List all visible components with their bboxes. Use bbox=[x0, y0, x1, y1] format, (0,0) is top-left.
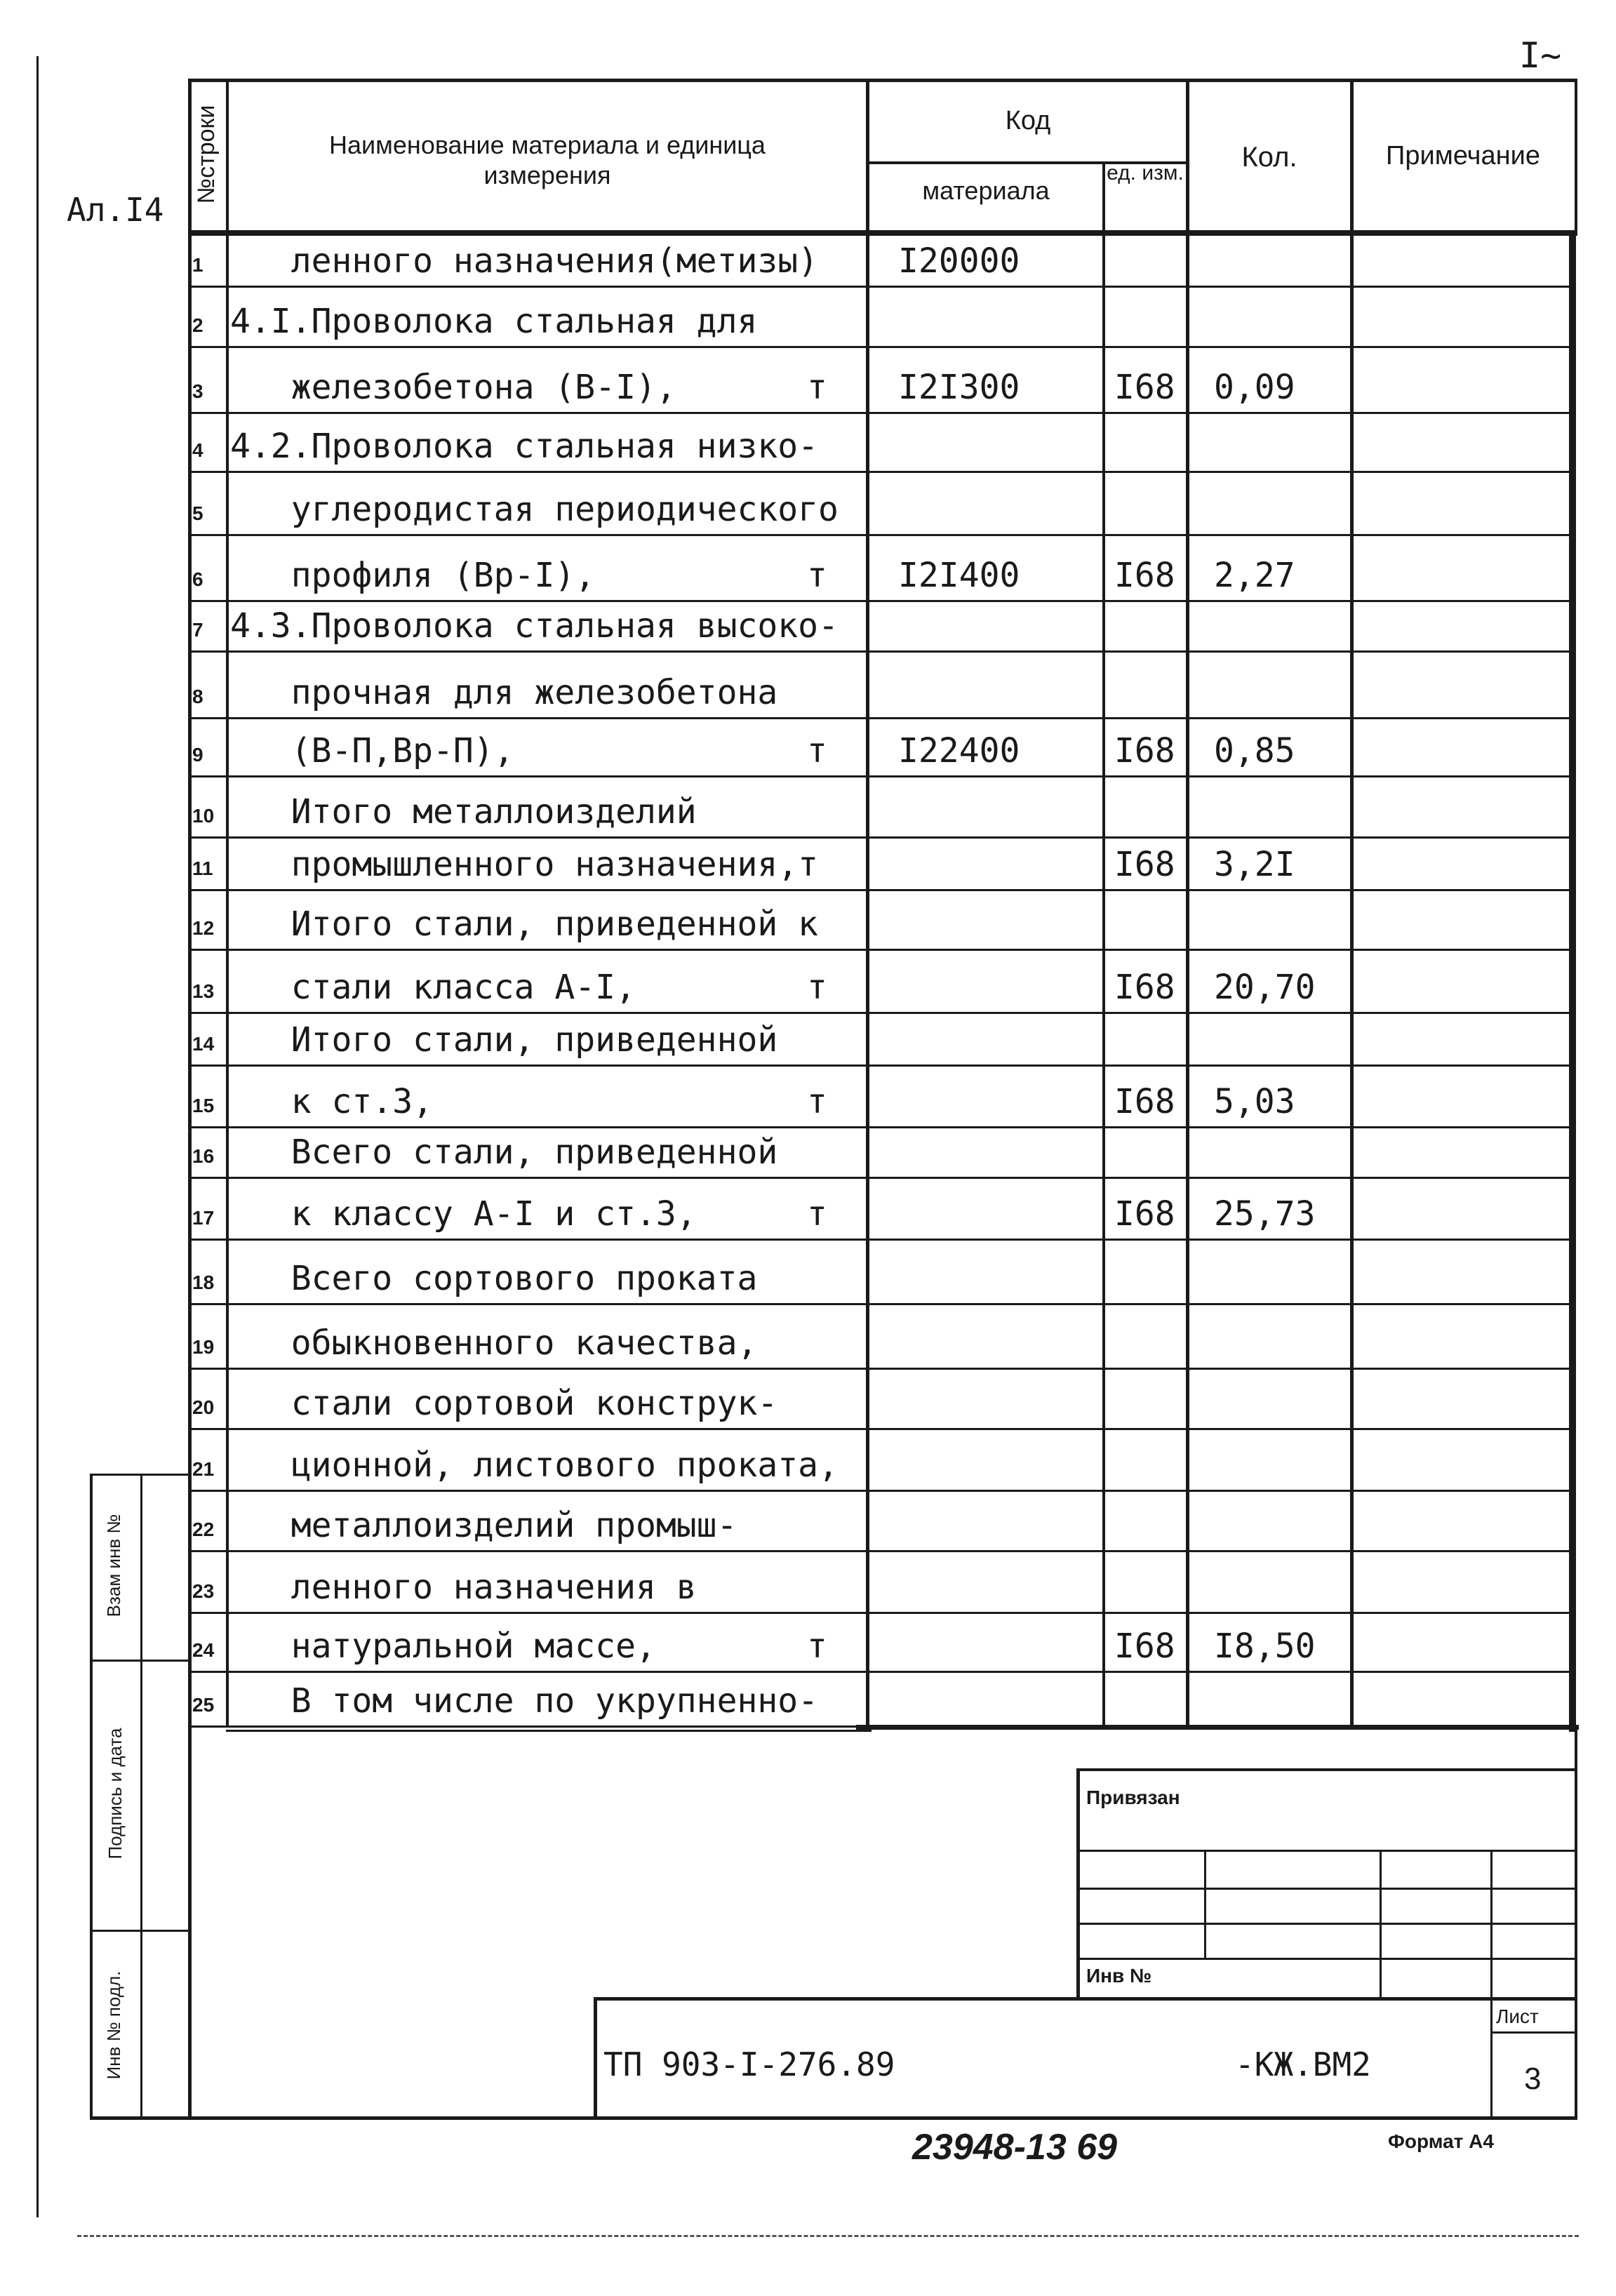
row-name: ленного назначения(метизы) bbox=[230, 241, 819, 281]
row-name: В том числе по укрупненно- bbox=[230, 1681, 819, 1721]
row-number: 17 bbox=[192, 1207, 215, 1229]
table-row bbox=[189, 653, 1572, 719]
row-name: 4.2.Проволока стальная низко- bbox=[230, 427, 819, 466]
corner-mark: I~ bbox=[1519, 35, 1562, 76]
row-name: натуральной массе, bbox=[230, 1627, 656, 1666]
archive-number: 23948-13 69 bbox=[912, 2127, 1118, 2168]
row-number: 3 bbox=[192, 380, 203, 402]
table-row bbox=[189, 288, 1572, 348]
table-row bbox=[189, 839, 1572, 891]
table-row bbox=[189, 1552, 1572, 1614]
row-measure-code: I68 bbox=[1114, 368, 1175, 407]
row-number: 5 bbox=[192, 502, 203, 524]
row-measure-code: I68 bbox=[1114, 968, 1175, 1007]
row-number: 11 bbox=[192, 857, 213, 879]
page-left-border bbox=[36, 56, 39, 2217]
row-number: 19 bbox=[192, 1336, 215, 1358]
table-row bbox=[189, 1128, 1572, 1179]
row-number: 13 bbox=[192, 980, 215, 1002]
row-number: 22 bbox=[192, 1519, 215, 1540]
header-name: Наименование материала и единица измерения bbox=[329, 131, 766, 190]
row-number: 16 bbox=[192, 1145, 215, 1167]
row-name: стали сортовой конструк- bbox=[230, 1384, 778, 1423]
table-row bbox=[189, 1241, 1572, 1305]
row-unit: т bbox=[807, 1082, 827, 1121]
table-row bbox=[189, 1614, 1572, 1673]
row-quantity: 0,85 bbox=[1214, 731, 1295, 770]
row-number: 23 bbox=[192, 1580, 215, 1602]
row-name: 4.I.Проволока стальная для bbox=[230, 302, 758, 341]
page-bottom-border bbox=[77, 2235, 1579, 2237]
stamp-inv: Инв № подл. bbox=[103, 1970, 124, 2080]
row-number: 18 bbox=[192, 1272, 215, 1293]
row-name: профиля (Вр-I), bbox=[230, 556, 596, 595]
row-name: ленного назначения в bbox=[230, 1568, 697, 1607]
header-note: Примечание bbox=[1386, 141, 1540, 171]
header-code: Код bbox=[1005, 106, 1051, 135]
row-measure-code: I68 bbox=[1114, 845, 1175, 884]
row-number: 7 bbox=[192, 619, 203, 641]
row-name: к классу А-I и ст.3, bbox=[230, 1194, 697, 1234]
row-measure-code: I68 bbox=[1114, 1194, 1175, 1234]
row-measure-code: I68 bbox=[1114, 556, 1175, 595]
row-name: ционной, листового проката, bbox=[230, 1446, 839, 1485]
row-number: 9 bbox=[192, 744, 203, 766]
row-name: железобетона (В-I), bbox=[230, 368, 676, 407]
row-number: 1 bbox=[192, 254, 203, 276]
row-unit: т bbox=[807, 731, 827, 770]
row-number: 8 bbox=[192, 686, 203, 707]
table-row bbox=[189, 891, 1572, 951]
privyazan-label: Привязан bbox=[1086, 1787, 1180, 1808]
row-name: прочная для железобетона bbox=[230, 673, 778, 712]
table-row bbox=[189, 1305, 1572, 1370]
table-row bbox=[189, 1492, 1572, 1552]
row-material-code: I2I400 bbox=[898, 556, 1020, 595]
table-row bbox=[189, 602, 1572, 653]
row-name: обыкновенного качества, bbox=[230, 1323, 758, 1363]
row-quantity: 3,2I bbox=[1214, 845, 1295, 884]
row-number: 14 bbox=[192, 1033, 215, 1055]
row-name: (В-П,Вр-П), bbox=[230, 731, 514, 770]
doc-code-right: -КЖ.ВМ2 bbox=[1235, 2045, 1371, 2083]
row-unit: т bbox=[807, 1194, 827, 1234]
row-quantity: 25,73 bbox=[1214, 1194, 1316, 1234]
row-quantity: 5,03 bbox=[1214, 1082, 1295, 1121]
table-row bbox=[189, 951, 1572, 1014]
table-row bbox=[189, 236, 1572, 288]
table-row bbox=[189, 1430, 1572, 1492]
table-row bbox=[189, 777, 1572, 839]
table-row bbox=[189, 719, 1572, 777]
row-number: 15 bbox=[192, 1095, 215, 1116]
sheet-label: Ал.I4 bbox=[67, 191, 164, 229]
row-number: 12 bbox=[192, 917, 215, 939]
row-name: к ст.3, bbox=[230, 1082, 433, 1121]
row-name: стали класса А-I, bbox=[230, 968, 636, 1007]
row-number: 2 bbox=[192, 314, 203, 336]
header-qty: Кол. bbox=[1241, 142, 1297, 173]
row-material-code: I22400 bbox=[898, 731, 1020, 770]
table-row bbox=[189, 1673, 1572, 1728]
row-number: 24 bbox=[192, 1639, 215, 1661]
header-row-number: №строки bbox=[193, 105, 220, 204]
row-name: металлоизделий промыш- bbox=[230, 1506, 737, 1545]
row-number: 25 bbox=[192, 1694, 215, 1716]
row-measure-code: I68 bbox=[1114, 1627, 1175, 1666]
list-number: 3 bbox=[1524, 2062, 1542, 2096]
row-unit: т bbox=[807, 556, 827, 595]
table-row bbox=[189, 1179, 1572, 1241]
row-material-code: I20000 bbox=[898, 241, 1020, 281]
row-name: Всего сортового проката bbox=[230, 1259, 758, 1298]
table-row bbox=[189, 1370, 1572, 1430]
table-row bbox=[189, 536, 1572, 602]
row-unit: т bbox=[807, 368, 827, 407]
row-unit: т bbox=[807, 968, 827, 1007]
row-name: Итого металлоизделий bbox=[230, 792, 697, 832]
table-row bbox=[189, 1014, 1572, 1067]
row-number: 6 bbox=[192, 568, 203, 590]
row-name: Итого стали, приведенной к bbox=[230, 905, 819, 944]
row-name: углеродистая периодического bbox=[230, 490, 839, 529]
stamp-vzam: Взам инв № bbox=[103, 1514, 124, 1617]
table-row bbox=[189, 414, 1572, 473]
row-number: 20 bbox=[192, 1396, 215, 1418]
row-name: Итого стали, приведенной bbox=[230, 1020, 778, 1060]
row-name: 4.3.Проволока стальная высоко- bbox=[230, 606, 839, 646]
row-quantity: 20,70 bbox=[1214, 968, 1316, 1007]
table-row bbox=[189, 473, 1572, 536]
doc-code-left: ТП 903-I-276.89 bbox=[603, 2045, 895, 2083]
row-name: Всего стали, приведенной bbox=[230, 1133, 778, 1172]
row-number: 10 bbox=[192, 805, 215, 827]
list-label: Лист bbox=[1496, 2005, 1539, 2027]
row-quantity: 2,27 bbox=[1214, 556, 1295, 595]
row-number: 21 bbox=[192, 1458, 215, 1480]
table-row bbox=[189, 1067, 1572, 1128]
row-quantity: I8,50 bbox=[1214, 1627, 1316, 1666]
stamp-podpis: Подпись и дата bbox=[105, 1728, 126, 1860]
format-label: Формат А4 bbox=[1388, 2130, 1494, 2152]
row-name: промышленного назначения,т bbox=[230, 845, 819, 884]
row-material-code: I2I300 bbox=[898, 368, 1020, 407]
row-quantity: 0,09 bbox=[1214, 368, 1295, 407]
row-measure-code: I68 bbox=[1114, 731, 1175, 770]
row-number: 4 bbox=[192, 439, 203, 461]
row-unit: т bbox=[807, 1627, 827, 1666]
inv-no-label: Инв № bbox=[1086, 1965, 1152, 1987]
row-measure-code: I68 bbox=[1114, 1082, 1175, 1121]
header-code-unit: ед. изм. bbox=[1107, 161, 1184, 185]
table-row bbox=[189, 348, 1572, 414]
header-code-material: материала bbox=[922, 176, 1050, 205]
